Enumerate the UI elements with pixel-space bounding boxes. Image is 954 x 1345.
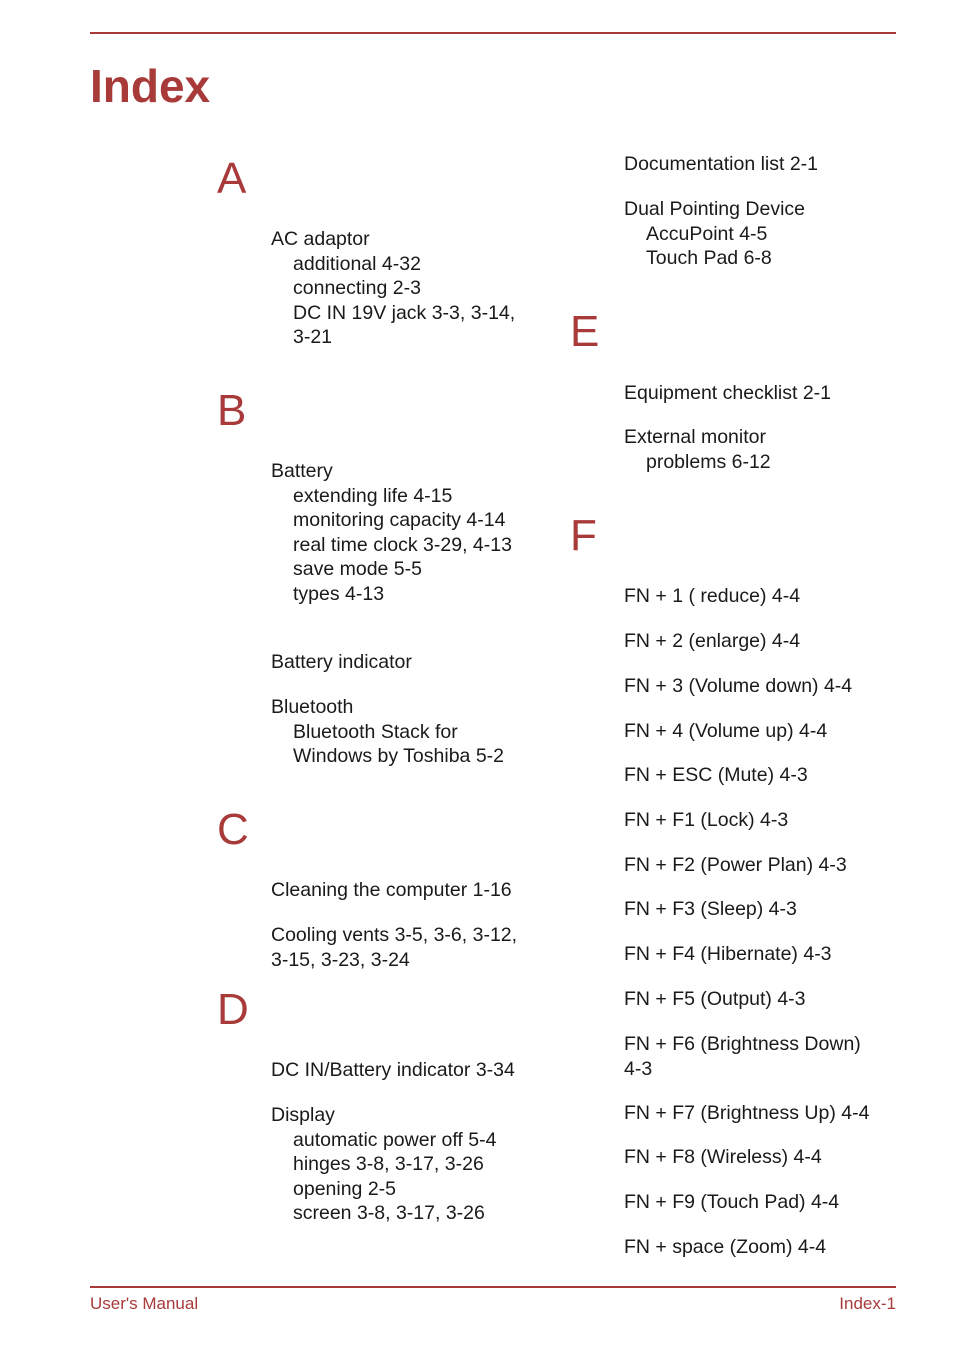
entry-main: FN + F2 (Power Plan) 4-3 bbox=[624, 854, 847, 876]
index-entry-fn bbox=[624, 1235, 826, 1260]
index-entry-fn bbox=[624, 808, 788, 833]
entry-sub: Bluetooth Stack for bbox=[293, 720, 458, 743]
entry-main: AC adaptor bbox=[271, 228, 370, 250]
index-entry-fn bbox=[624, 942, 832, 967]
entry-main: FN + F4 (Hibernate) 4-3 bbox=[624, 943, 832, 965]
entry-sub: automatic power off 5-4 bbox=[293, 1128, 497, 1151]
footer-rule bbox=[90, 1286, 896, 1288]
entry-sub: save mode 5-5 bbox=[293, 558, 422, 580]
index-entry-bluetooth bbox=[271, 695, 504, 769]
index-entry-documentation bbox=[624, 152, 818, 177]
entry-sub: extending life 4-15 bbox=[293, 484, 453, 507]
entry-main: DC IN/Battery indicator 3-34 bbox=[271, 1059, 515, 1081]
index-entry-fn bbox=[624, 763, 808, 788]
index-entry-fn bbox=[624, 629, 800, 654]
entry-sub: opening 2-5 bbox=[293, 1177, 397, 1200]
index-entry-equipment bbox=[624, 381, 831, 406]
entry-sub: connecting 2-3 bbox=[293, 277, 421, 299]
index-entry-dual-pointing bbox=[624, 197, 805, 271]
section-letter-a: A bbox=[217, 154, 247, 203]
index-entry-fn bbox=[624, 853, 847, 878]
entry-sub: Windows by Toshiba 5-2 bbox=[293, 745, 504, 767]
entry-main: External monitor bbox=[624, 426, 766, 448]
entry-main: FN + space (Zoom) 4-4 bbox=[624, 1236, 827, 1258]
section-letter-d: D bbox=[217, 985, 249, 1034]
entry-main: Dual Pointing Device bbox=[624, 198, 806, 220]
index-entry-fn bbox=[624, 584, 800, 609]
entry-main: Cleaning the computer 1-16 bbox=[271, 879, 512, 901]
entry-main: Battery bbox=[271, 460, 333, 482]
entry-sub: Touch Pad 6-8 bbox=[646, 247, 772, 269]
index-entry-fn bbox=[624, 1101, 869, 1126]
index-entry-fn bbox=[624, 674, 852, 699]
entry-main: FN + 2 (enlarge) 4-4 bbox=[624, 630, 801, 652]
entry-sub: 3-21 bbox=[293, 326, 333, 348]
index-entry-fn bbox=[624, 897, 797, 922]
entry-sub: problems 6-12 bbox=[646, 450, 771, 473]
section-letter-b: B bbox=[217, 386, 247, 435]
entry-main: Cooling vents 3-5, 3-6, 3-12, bbox=[271, 924, 518, 946]
entry-sub: monitoring capacity 4-14 bbox=[293, 509, 506, 531]
entry-main: FN + F5 (Output) 4-3 bbox=[624, 988, 806, 1010]
entry-sub: types 4-13 bbox=[293, 582, 385, 605]
entry-main: FN + F1 (Lock) 4-3 bbox=[624, 809, 789, 831]
index-entry-external-monitor bbox=[624, 425, 771, 474]
entry-continuation: 4-3 bbox=[624, 1057, 653, 1080]
section-letter-c: C bbox=[217, 805, 249, 854]
entry-sub: real time clock 3-29, 4-13 bbox=[293, 533, 512, 556]
entry-main: FN + F3 (Sleep) 4-3 bbox=[624, 898, 797, 920]
index-entry-cleaning bbox=[271, 878, 512, 903]
entry-main: Equipment checklist 2-1 bbox=[624, 382, 832, 404]
index-entry-fn bbox=[624, 1190, 839, 1215]
entry-sub: hinges 3-8, 3-17, 3-26 bbox=[293, 1153, 484, 1175]
entry-continuation: 3-15, 3-23, 3-24 bbox=[271, 948, 410, 971]
entry-main: FN + F6 (Brightness Down) bbox=[624, 1033, 861, 1055]
header-rule bbox=[90, 32, 896, 34]
index-entry-fn bbox=[624, 719, 827, 744]
index-entry-display bbox=[271, 1103, 496, 1226]
footer-manual-name: User's Manual bbox=[90, 1294, 199, 1313]
index-entry-fn bbox=[624, 987, 806, 1012]
index-entry-ac-adaptor bbox=[271, 227, 515, 350]
entry-main: FN + 3 (Volume down) 4-4 bbox=[624, 675, 853, 697]
index-entry-dcin-indicator bbox=[271, 1058, 515, 1083]
index-entry-fn bbox=[624, 1145, 822, 1170]
entry-main: FN + F8 (Wireless) 4-4 bbox=[624, 1146, 822, 1168]
entry-sub: AccuPoint 4-5 bbox=[646, 222, 768, 245]
entry-main: FN + 4 (Volume up) 4-4 bbox=[624, 720, 828, 742]
entry-main: FN + F7 (Brightness Up) 4-4 bbox=[624, 1102, 870, 1124]
page-title: Index bbox=[90, 60, 211, 112]
entry-main: Battery indicator bbox=[271, 651, 412, 673]
entry-sub: additional 4-32 bbox=[293, 252, 421, 275]
entry-sub: DC IN 19V jack 3-3, 3-14, bbox=[293, 301, 516, 324]
index-entry-cooling-vents bbox=[271, 923, 517, 972]
entry-main: FN + ESC (Mute) 4-3 bbox=[624, 764, 808, 786]
entry-sub: screen 3-8, 3-17, 3-26 bbox=[293, 1202, 485, 1224]
index-entry-battery-indicator bbox=[271, 650, 412, 675]
index-entry-fn bbox=[624, 1032, 861, 1081]
footer-page-number: Index-1 bbox=[839, 1294, 896, 1313]
entry-main: Bluetooth bbox=[271, 696, 354, 718]
entry-main: Documentation list 2-1 bbox=[624, 153, 819, 175]
entry-main: FN + 1 ( reduce) 4-4 bbox=[624, 585, 801, 607]
section-letter-f: F bbox=[570, 511, 597, 560]
index-entry-battery bbox=[271, 459, 512, 606]
section-letter-e: E bbox=[570, 307, 600, 356]
entry-main: Display bbox=[271, 1104, 335, 1126]
entry-main: FN + F9 (Touch Pad) 4-4 bbox=[624, 1191, 840, 1213]
